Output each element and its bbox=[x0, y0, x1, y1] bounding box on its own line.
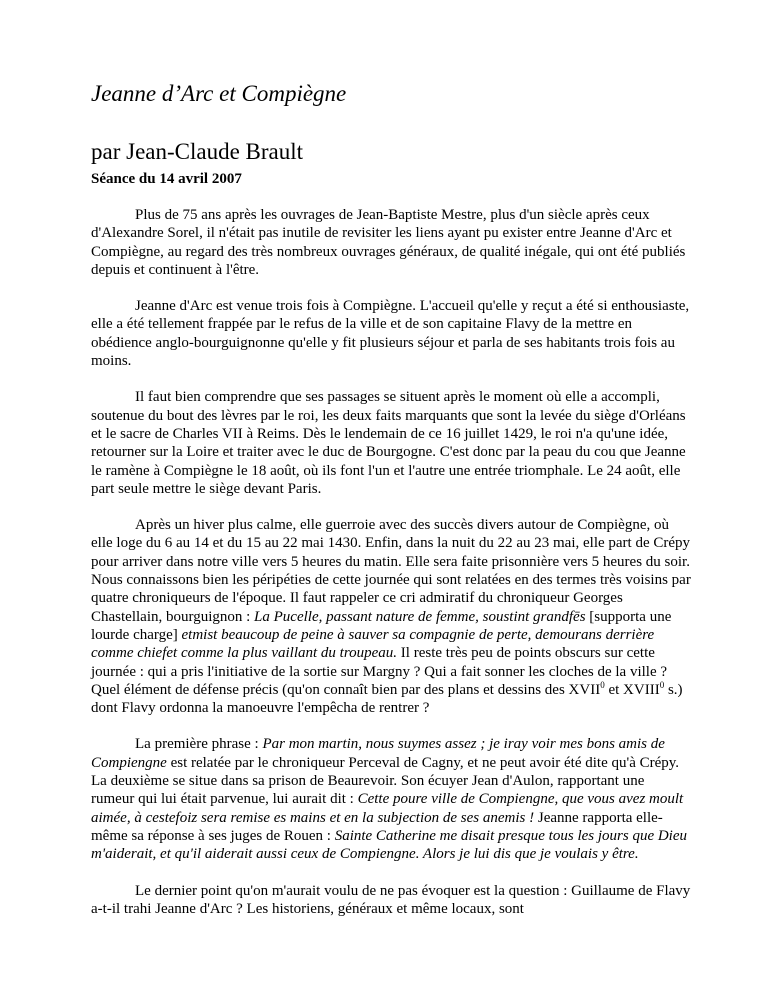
paragraph-1: Plus de 75 ans après les ouvrages de Jean-Baptiste Mestre, plus d'un siècle après ceux d'Alexandre Sorel, il n'était pas inutile de revisiter les liens ayant pu exister entre Jeanne d'Arc et Compiègne, au regard des très nombreux ouvrages généraux, de qualité inégale, qui ont été publiés depuis et continuent à l'être. bbox=[91, 207, 686, 278]
cagny-quote: Par mon martin, nous suymes assez ; je iray voir mes bons amis de Compiengne bbox=[91, 736, 665, 771]
paragraph-4 bbox=[91, 516, 691, 717]
document-title: Jeanne d’Arc et Compiègne bbox=[91, 81, 347, 106]
chastellain-quote-cont: etmist beaucoup de peine à sauver sa compagnie de perte, demourans derrière comme chiefet comme la plus vaillant du troupeau. bbox=[91, 626, 655, 662]
superscript-0: 0 bbox=[600, 679, 605, 690]
paragraph-5-text-3: Jeanne rapporta elle-même sa réponse à ses juges de Rouen : bbox=[91, 809, 663, 844]
paragraph-6: Le dernier point qu'on m'aurait voulu de ne pas évoquer est la question : Guillaume de Flavy a-t-il trahi Jeanne d'Arc ? Les historiens, généraux et même locaux, sont bbox=[91, 882, 691, 917]
superscript-0: 0 bbox=[659, 679, 665, 690]
paragraph-5-text: La première phrase : bbox=[135, 736, 263, 753]
document-body bbox=[91, 206, 691, 918]
paragraph-4-text-3: et XVIII bbox=[604, 681, 660, 698]
paragraph-5-text-2: est relatée par le chroniqueur Perceval de Cagny, et ne peut avoir été dite qu'à Crépy. La deuxième se situe dans sa prison de Beaurevoir. Son écuyer Jean d'Aulon, rapportant une rumeur qui lui était parvenue, lui aurait dit : bbox=[91, 754, 680, 808]
paragraph-4-text-2: Il reste très peu de points obscurs sur cette journée : qui a pris l'initiative de la sortie sur Margny ? Qui a fait sonner les cloches de la ville ? Quel élément de défense précis (qu'on connaît bien par des plans et dessins des XVII bbox=[91, 645, 668, 698]
paragraph-2: Jeanne d'Arc est venue trois fois à Compiègne. L'accueil qu'elle y reçut a été si enthousiaste, elle a été tellement frappée par le refus de la ville et de son capitaine Flavy de la mettre en obédience anglo-bourguignonne qu'elle y fit plusieurs séjour et parla de ses habitants trois fois au moins. bbox=[91, 298, 690, 370]
session-date: Séance du 14 avril 2007 bbox=[91, 171, 242, 187]
aulon-quote: Cette poure ville de Compiengne, que vous avez moult aimée, à cestefoiz sera remise es mains et en la subjection de ses anemis ! bbox=[91, 791, 684, 826]
paragraph-4-gloss: [supporta une lourde charge] bbox=[91, 608, 672, 643]
paragraph-4-text: Après un hiver plus calme, elle guerroie avec des succès divers autour de Compiègne, où elle loge du 6 au 14 et du 15 au 22 mai 1430. Enfin, dans la nuit du 22 au 23 mai, elle part de Crépy pour arriver dans notre ville vers 5 heures du matin. Elle sera faite prisonnière vers 5 heures du soir. Nous connaissons bien les péripéties de cette journée qui sont relatées en des termes très voisins par quatre chroniqueurs de l'époque. Il faut rappeler ce cri admiratif du chroniqueur Georges Chastellain, bourguignon : bbox=[91, 517, 691, 625]
chastellain-quote: La Pucelle, passant nature de femme, soustint grandfēs bbox=[254, 608, 586, 625]
jeanne-quote: Sainte Catherine me disait presque tous les jours que Dieu m'aiderait, et qu'il aiderait aussi ceux de Compiengne. Alors je lui dis que je voulais y être. bbox=[91, 827, 688, 863]
author-line: par Jean-Claude Brault bbox=[91, 139, 304, 164]
paragraph-3: Il faut bien comprendre que ses passages se situent après le moment où elle a accompli, soutenue du bout des lèvres par le roi, les deux faits marquants que sont la levée du siège d'Orléans et le sacre de Charles VII à Reims. Dès le lendemain de ce 16 juillet 1429, le roi n'a qu'une idée, retourner sur la Loire et traiter avec le duc de Bourgogne. C'est donc par la peau du cou que Jeanne le ramène à Compiègne le 18 août, où ils font l'un et l'autre une entrée triomphale. Le 24 août, elle part seule mettre le siège devant Paris. bbox=[91, 389, 686, 497]
paragraph-4-text-4: s.) dont Flavy ordonna la manoeuvre l'empêcha de rentrer ? bbox=[91, 681, 683, 717]
paragraph-5 bbox=[91, 735, 691, 863]
